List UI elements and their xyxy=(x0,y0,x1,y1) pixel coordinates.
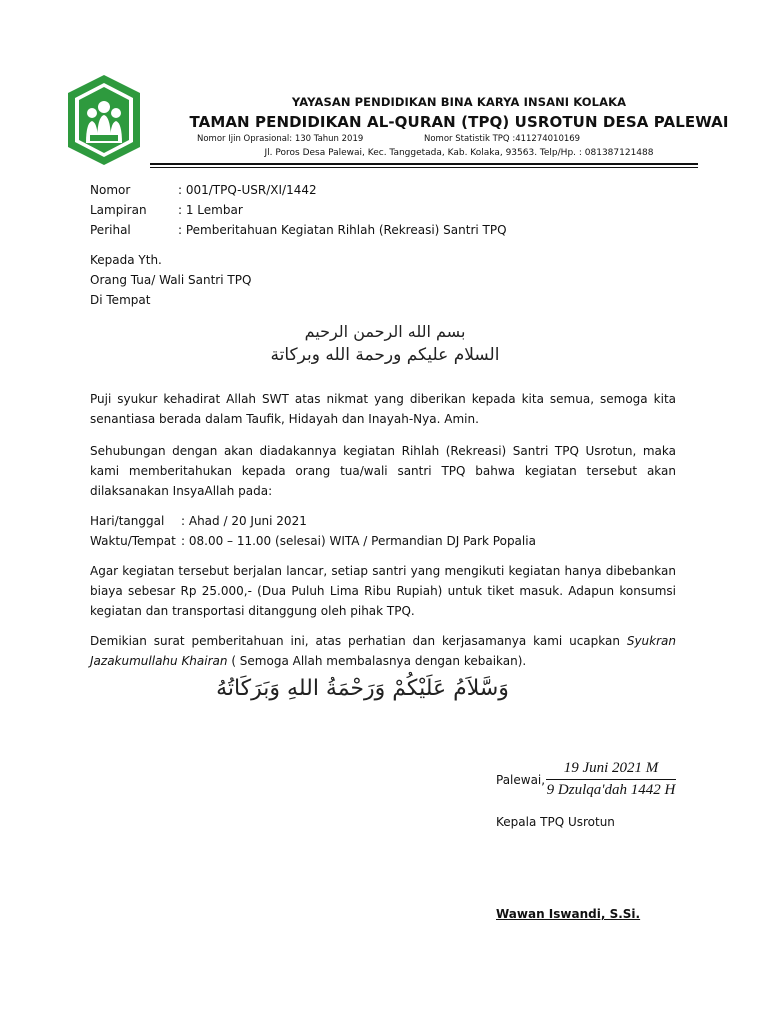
signatory-title: Kepala TPQ Usrotun xyxy=(496,815,615,829)
school-name: TAMAN PENDIDIKAN AL-QURAN (TPQ) USROTUN DESA PALEWAI xyxy=(189,113,729,131)
closing-text-end: ( Semoga Allah membalasnya dengan kebaikan). xyxy=(227,654,527,668)
date-gregorian: 19 Juni 2021 M xyxy=(563,760,659,776)
date-fraction-bar xyxy=(546,779,676,780)
paragraph-closing xyxy=(90,631,676,671)
meta-value-lampiran: : 1 Lembar xyxy=(178,203,243,217)
paragraph-announcement: Sehubungan dengan akan diadakannya kegiatan Rihlah (Rekreasi) Santri TPQ Usrotun, maka kami memberitahukan kepada orang tua/wali santri TPQ bahwa kegiatan tersebut akan dilaksanakan InsyaAllah pada: xyxy=(90,444,676,498)
recipient-name: Orang Tua/ Wali Santri TPQ xyxy=(90,273,252,287)
closing-text-italic: Syukran Jazakumullahu Khairan xyxy=(90,634,676,668)
recipient-place: Di Tempat xyxy=(90,293,151,307)
paragraph-intro: Puji syukur kehadirat Allah SWT atas nikmat yang diberikan kepada kita semua, semoga kita senantiasa berada dalam Taufik, Hidayah dan Inayah-Nya. Amin. xyxy=(90,392,676,426)
meta-label-nomor: Nomor xyxy=(90,183,131,197)
closing-text-start: Demikian surat pemberitahuan ini, atas perhatian dan kerjasamanya kami ucapkan xyxy=(90,634,627,648)
foundation-name: YAYASAN PENDIDIKAN BINA KARYA INSANI KOLAKA xyxy=(291,95,627,109)
letterhead-divider xyxy=(150,163,698,165)
salam-closing: وَسَّلاَمُ عَلَيْكُمْ وَرَحْمَةُ اللهِ وَبَرَكَاتُهُ xyxy=(216,676,509,701)
meta-value-nomor: : 001/TPQ-USR/XI/1442 xyxy=(178,183,317,197)
event-value-date: : Ahad / 20 Juni 2021 xyxy=(181,514,307,528)
letterhead-divider-thin xyxy=(150,167,698,168)
paragraph-cost: Agar kegiatan tersebut berjalan lancar, setiap santri yang mengikuti kegiatan hanya dibebankan biaya sebesar Rp 25.000,- (Dua Puluh Lima Ribu Rupiah) untuk tiket masuk. Adapun konsumsi kegiatan dan transportasi ditanggung oleh pihak TPQ. xyxy=(90,564,676,618)
signatory-name: Wawan Iswandi, S.Si. xyxy=(496,907,641,921)
meta-label-lampiran: Lampiran xyxy=(90,203,147,217)
school-logo xyxy=(64,73,144,167)
meta-value-perihal: : Pemberitahuan Kegiatan Rihlah (Rekreasi) Santri TPQ xyxy=(178,223,507,237)
recipient-greeting: Kepada Yth. xyxy=(90,253,162,267)
statistic-number: Nomor Statistik TPQ :411274010169 xyxy=(424,134,581,144)
salam-opening: السلام عليكم ورحمة الله وبركاتة xyxy=(270,345,500,365)
meta-label-perihal: Perihal xyxy=(90,223,131,237)
basmalah: بسم الله الرحمن الرحيم xyxy=(304,322,466,341)
event-label-time-place: Waktu/Tempat xyxy=(90,534,176,548)
event-label-date: Hari/tanggal xyxy=(90,514,165,528)
license-number: Nomor Ijin Oprasional: 130 Tahun 2019 xyxy=(197,134,364,144)
event-value-time-place: : 08.00 – 11.00 (selesai) WITA / Permandian DJ Park Popalia xyxy=(181,534,536,548)
signature-place: Palewai, xyxy=(496,773,546,787)
date-hijri: 9 Dzulqa'dah 1442 H xyxy=(546,782,676,798)
school-address: Jl. Poros Desa Palewai, Kec. Tanggetada, Kab. Kolaka, 93563. Telp/Hp. : 081387121488 xyxy=(264,148,654,158)
